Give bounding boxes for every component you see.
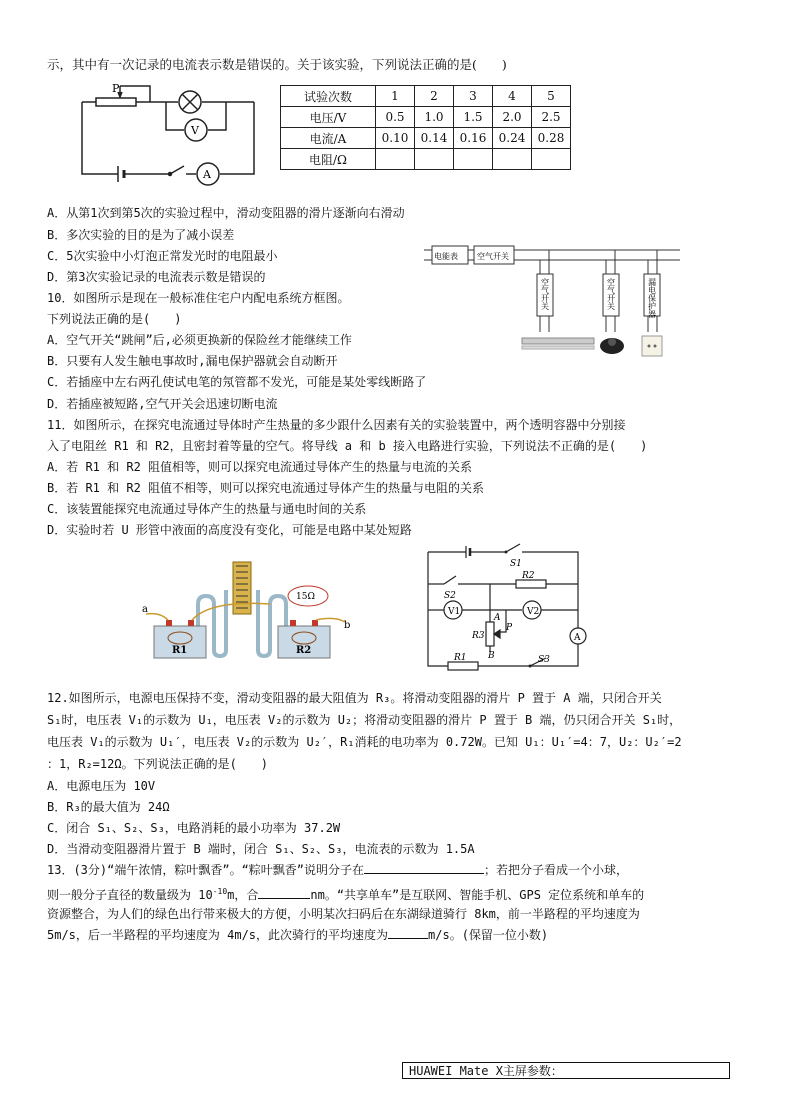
q13-line-1: [47, 861, 628, 879]
meter-label: 电能表: [434, 252, 458, 261]
table-cell: [493, 149, 532, 170]
q12-option-b: B．R₃的最大值为 24Ω: [47, 800, 170, 814]
q11-option-a: A．若 R1 和 R2 阻值相等，则可以探究电流通过导体产生的热量与电流的关系: [47, 460, 473, 474]
table-cell: 2.0: [493, 107, 532, 128]
q10-stem-2: 下列说法正确的是( ): [47, 312, 182, 326]
q13-text: nm。“共享单车”是互联网、智能手机、GPS 定位系统和单车的: [310, 888, 645, 902]
q11-stem-2: 入了电阻丝 R1 和 R2，且密封着等量的空气。将导线 a 和 b 接入电路进行实验，下列说法不正确的是( ): [47, 439, 648, 453]
question-stem-continuation: 示，其中有一次记录的电流表示数是错误的。关于该实验，下列说法正确的是( ): [47, 57, 507, 72]
table-cell: 0.5: [376, 107, 415, 128]
voltmeter-label: V: [191, 124, 199, 137]
table-row: [281, 107, 571, 128]
table-cell: 电压/V: [281, 107, 376, 128]
table-cell: 试验次数: [281, 86, 376, 107]
q9-option-b: B．多次实验的目的是为了减小误差: [47, 228, 235, 242]
r1-label: R1: [454, 653, 467, 663]
wire-b-label: b: [344, 620, 351, 631]
table-cell: 2.5: [532, 107, 571, 128]
answer-blank[interactable]: [388, 926, 428, 939]
q12-stem-3: 电压表 V₁的示数为 U₁′，电压表 V₂的示数为 U₂′，R₁消耗的电功率为 0.72W。已知 U₁：U₁′=4：7，U₂：U₂′=2: [47, 735, 682, 749]
branch2-label: 空气开关: [606, 278, 616, 310]
q12-option-d: D．当滑动变阻器滑片置于 B 端时，闭合 S₁、S₂、S₃，电流表的示数为 1.5A: [47, 842, 475, 856]
q12-option-c: C．闭合 S₁、S₂、S₃，电路消耗的最小功率为 37.2W: [47, 821, 341, 835]
slider-p-label: P: [506, 623, 513, 633]
q11-option-b: B．若 R1 和 R2 阻值不相等，则可以探究电流通过导体产生的热量与电阻的关系: [47, 481, 485, 495]
end-a-label: A: [494, 613, 501, 623]
q9-option-d: D．第3次实验记录的电流表示数是错误的: [47, 270, 266, 284]
q10-option-d: D．若插座被短路,空气开关会迅速切断电流: [47, 397, 278, 411]
r1-label: R1: [172, 645, 188, 656]
table-cell: 5: [532, 86, 571, 107]
s3-label: S3: [538, 655, 550, 665]
main-switch-label: 空气开关: [477, 252, 509, 261]
table-cell: 4: [493, 86, 532, 107]
table-cell: [415, 149, 454, 170]
table-cell: [376, 149, 415, 170]
q10-distribution-diagram: [422, 238, 684, 360]
q10-option-c: C．若插座中左右两孔使试电笔的氖管都不发光，可能是某处零线断路了: [47, 375, 427, 389]
wire-a-label: a: [142, 604, 148, 615]
q11-option-c: C．该装置能探究电流通过导体产生的热量与通电时间的关系: [47, 502, 367, 516]
branch1-label: 空气开关: [540, 278, 550, 310]
table-cell: 3: [454, 86, 493, 107]
table-cell: 0.28: [532, 128, 571, 149]
ammeter-label: A: [574, 633, 581, 643]
q9-option-a: A．从第1次到第5次的实验过程中，滑动变阻器的滑片逐渐向右滑动: [47, 206, 405, 220]
table-cell: [532, 149, 571, 170]
q13-line-2: [47, 883, 644, 904]
table-cell: 1.5: [454, 107, 493, 128]
q10-option-a: A．空气开关“跳闸”后,必须更换新的保险丝才能继续工作: [47, 333, 352, 347]
q12-option-a: A．电源电压为 10V: [47, 779, 156, 793]
table-cell: 1: [376, 86, 415, 107]
r3-label: R3: [472, 631, 485, 641]
r2-label: R2: [522, 571, 535, 581]
q12-stem-2: S₁时，电压表 V₁的示数为 U₁，电压表 V₂的示数为 U₂；将滑动变阻器的滑片 P 置于 B 端，仍只闭合开关 S₁时，: [47, 713, 682, 727]
q13-text: m，合: [227, 888, 259, 902]
table-cell: 电流/A: [281, 128, 376, 149]
table-cell: 电阻/Ω: [281, 149, 376, 170]
table-cell: 0.24: [493, 128, 532, 149]
q11-apparatus-image: [140, 560, 360, 664]
q13-text: 则一般分子直径的数量级为 10: [47, 888, 213, 902]
table-cell: 2: [415, 86, 454, 107]
q12-stem-4: ：1，R₂=12Ω。下列说法正确的是( ): [47, 757, 269, 771]
r3-label: 15Ω: [296, 592, 315, 602]
table-cell: 0.16: [454, 128, 493, 149]
q9-data-table: [280, 85, 571, 170]
table-row: [281, 86, 571, 107]
table-cell: 1.0: [415, 107, 454, 128]
table-cell: 0.14: [415, 128, 454, 149]
q11-option-d: D．实验时若 U 形管中液面的高度没有变化，可能是电路中某处短路: [47, 523, 412, 537]
q13-line-4: [47, 926, 548, 944]
q10-option-b: B．只要有人发生触电事故时,漏电保护器就会自动断开: [47, 354, 338, 368]
q13-text: 13．(3分)“端午浓情，粽叶飘香”。“粽叶飘香”说明分子在: [47, 863, 365, 877]
v2-label: V2: [527, 607, 540, 617]
table-cell: 0.10: [376, 128, 415, 149]
q12-circuit-diagram: [422, 540, 594, 674]
q13-line-3: 资源整合，为人们的绿色出行带来极大的方便，小明某次扫码后在东湖绿道骑行 8km，前一半路程的平均速度为: [47, 907, 640, 921]
end-b-label: B: [488, 651, 495, 661]
answer-blank[interactable]: [364, 861, 484, 874]
table-row: [281, 128, 571, 149]
r2-label: R2: [296, 645, 312, 656]
q10-stem: 10．如图所示是现在一般标准住宅户内配电系统方框图。: [47, 291, 350, 305]
v1-label: V1: [448, 607, 461, 617]
table-row: [281, 149, 571, 170]
s1-label: S1: [510, 559, 522, 569]
q11-stem: 11．如图所示，在探究电流通过导体时产生热量的多少跟什么因素有关的实验装置中，两个透明容器中分别接: [47, 418, 626, 432]
q9-circuit-diagram: [78, 82, 268, 190]
q12-stem: 12.如图所示，电源电压保持不变，滑动变阻器的最大阻值为 R₃。将滑动变阻器的滑片 P 置于 A 端，只闭合开关: [47, 691, 662, 705]
q13-text: ；若把分子看成一个小球，: [484, 863, 629, 877]
q9-option-c: C．5次实验中小灯泡正常发光时的电阻最小: [47, 249, 278, 263]
q13-exponent: -10: [212, 887, 228, 896]
s2-label: S2: [444, 591, 456, 601]
q13-text: m/s。(保留一位小数): [428, 928, 549, 942]
branch3-label: 漏电保护器: [647, 278, 657, 318]
slider-p-label: P: [112, 82, 120, 95]
answer-blank[interactable]: [258, 886, 310, 899]
table-cell: [454, 149, 493, 170]
footer-box: HUAWEI Mate X主屏参数：: [402, 1062, 730, 1079]
q13-text: 5m/s，后一半路程的平均速度为 4m/s，此次骑行的平均速度为: [47, 928, 389, 942]
ammeter-label: A: [203, 168, 211, 181]
